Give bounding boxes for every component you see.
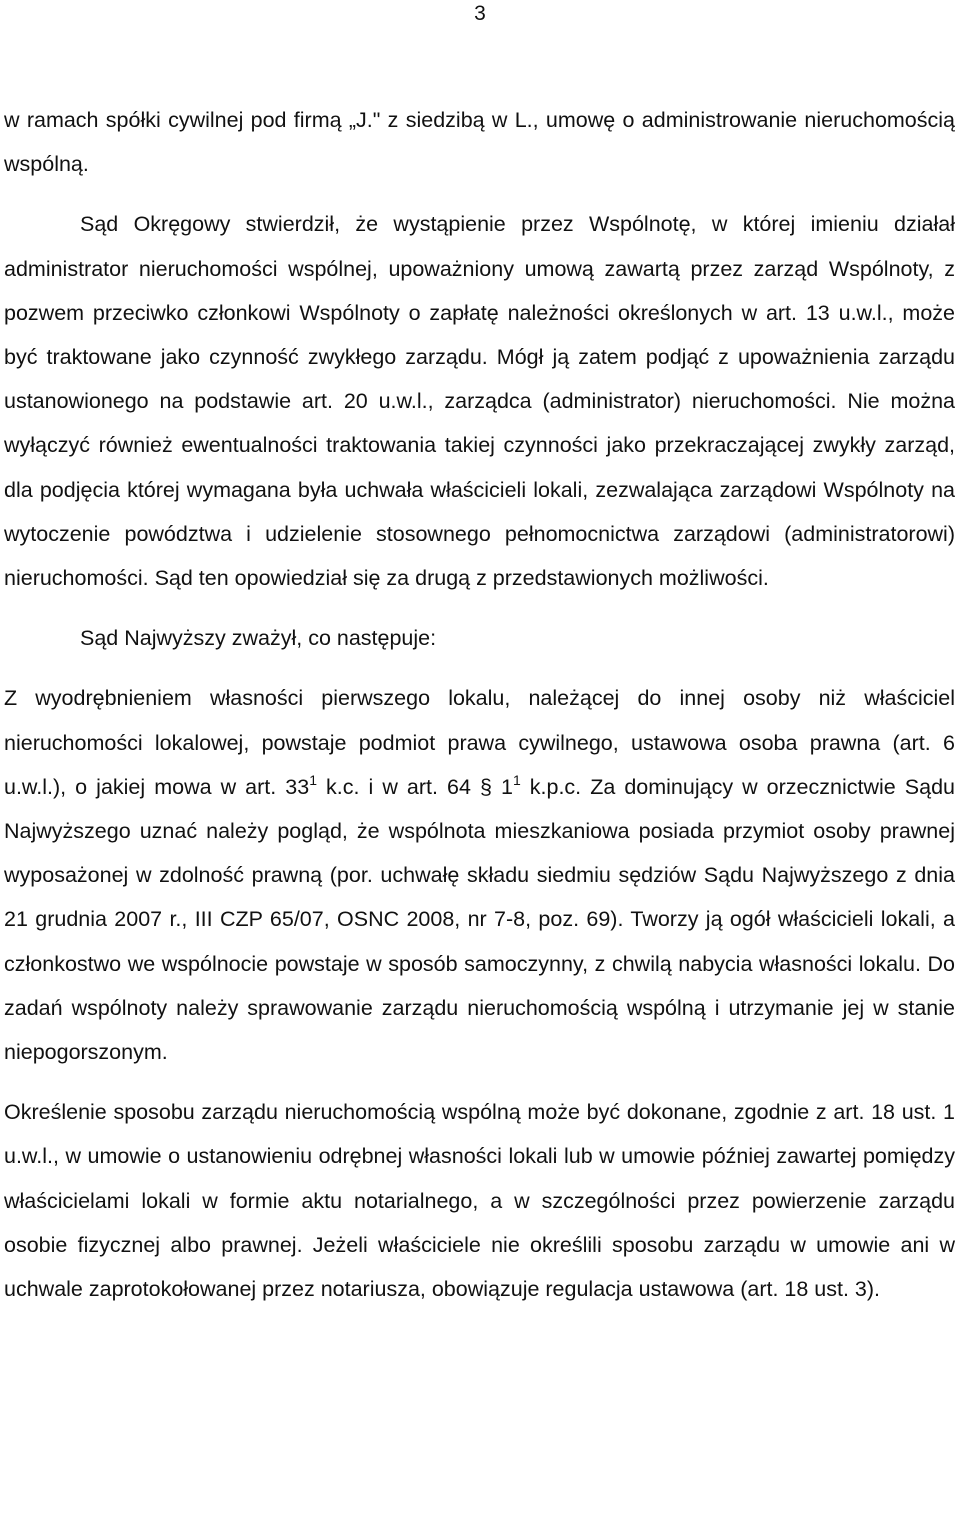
- page-number: 3: [474, 2, 486, 25]
- paragraph-4-part-2: k.c. i w art. 64: [316, 774, 480, 799]
- superscript-1: 1: [309, 771, 317, 788]
- paragraph-2: Sąd Okręgowy stwierdził, że wystąpienie przez Wspólnotę, w której imieniu działał administrator nieruchomości wspólnej, upoważniony umową zawartą przez zarząd Wspólnoty, z pozwem przeciwko członkowi Wspólnoty o zapłatę należności określonych w art. 13 u.w.l., może być traktowane jako czynność zwykłego zarządu. Mógł ją zatem podjąć z upoważnienia zarządu ustanowionego na podstawie art. 20 u.w.l., zarządca (administrator) nieruchomości. Nie można wyłączyć również ewentualności traktowania takiej czynności jako przekraczającej zwykły zarząd, dla podjęcia której wymagana była uchwała właścicieli lokali, zezwalająca zarządowi Wspólnoty na wytoczenie powództwa i udzielenie stosownego pełnomocnictwa zarządowi (administratorowi) nieruchomości. Sąd ten opowiedział się za drugą z przedstawionych możliwości.: [4, 212, 955, 591]
- paragraph-1: w ramach spółki cywilnej pod firmą „J." z siedzibą w L., umowę o administrowanie nieruchomością wspólną.: [4, 108, 955, 177]
- paragraph-4-part-4: k.p.c. Za dominujący w orzecznictwie Sądu Najwyższego uznać należy pogląd, że wspólnota mieszkaniowa posiada przymiot osoby prawnej wyposażonej w zdolność prawną (por. uchwałę składu siedmiu sędziów Sądu Najwyższego z dnia 21 grudnia 2007 r., III CZP 65/07, OSNC 2008, nr 7-8, poz. 69). Tworzy ją ogół właścicieli lokali, a członkostwo we wspólnocie powstaje w sposób samoczynny, z chwilą nabycia własności lokalu. Do zadań wspólnoty należy sprawowanie zarządu nieruchomością wspólną i utrzymanie jej w stanie niepogorszonym.: [4, 774, 955, 1065]
- paragraph-3: Sąd Najwyższy zważył, co następuje:: [80, 626, 437, 651]
- paragraph-5: Określenie sposobu zarządu nieruchomością wspólną może być dokonane, zgodnie z art. 18 ust. 1 u.w.l., w umowie o ustanowieniu odrębnej własności lokali lub w umowie później zawartej pomiędzy właścicielami lokali w formie aktu notarialnego, a w szczególności przez powierzenie zarządu osobie fizycznej albo prawnej. Jeżeli właściciele nie określili sposobu zarządu w umowie ani w uchwale zaprotokołowanej przez notariusza, obowiązuje regulacja ustawowa (art. 18 ust. 3).: [4, 1100, 955, 1302]
- paragraph-4-part-1: Z wyodrębnieniem własności pierwszego lokalu, należącej do innej osoby niż właściciel nieruchomości lokalowej, powstaje podmiot prawa cywilnego, ustawowa osoba prawna (art. 6 u.w.l.), o jakiej mowa w art. 33: [4, 686, 955, 799]
- paragraph-4: [4, 676, 955, 1074]
- document-body: [4, 98, 955, 1311]
- superscript-2: 1: [512, 771, 521, 788]
- section-symbol: §: [479, 774, 492, 799]
- paragraph-4-part-3: 1: [491, 774, 513, 799]
